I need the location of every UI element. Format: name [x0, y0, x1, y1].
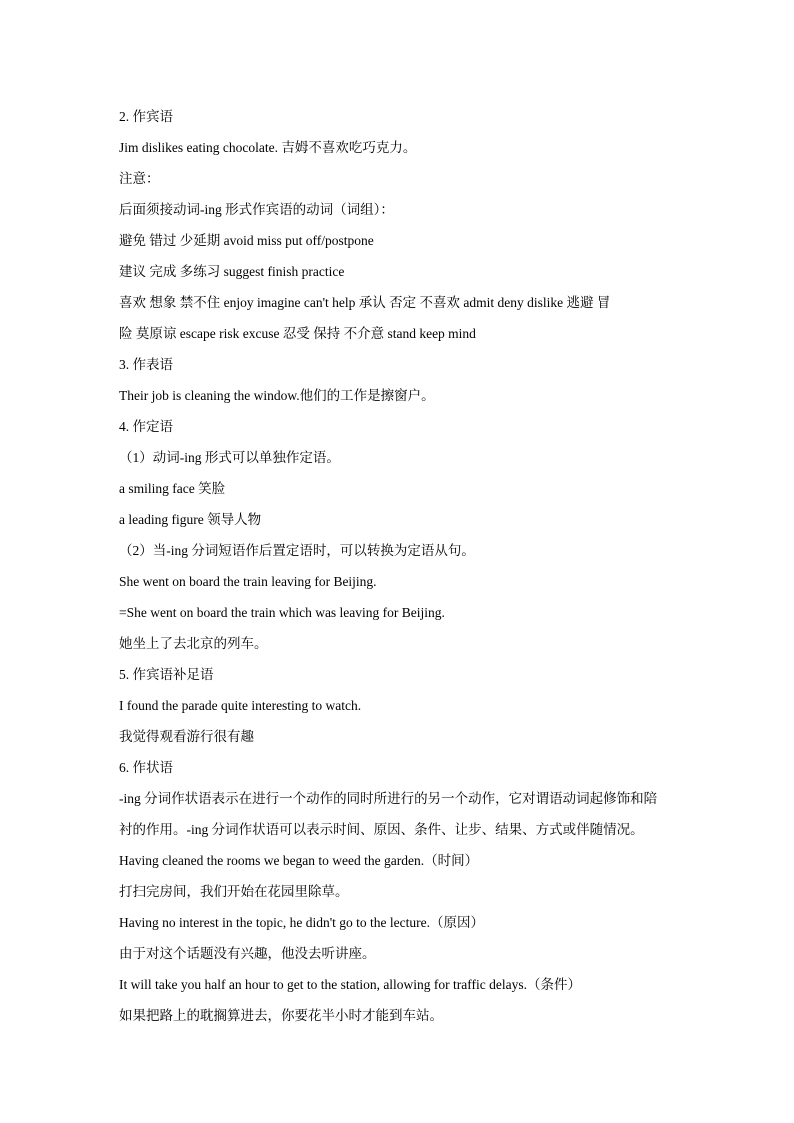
verb-list-line: 建议 完成 多练习 suggest finish practice — [119, 264, 345, 279]
note-label: 注意： — [119, 171, 160, 186]
example-line: a smiling face 笑脸 — [119, 481, 226, 496]
verb-list-line: 险 莫原谅 escape risk excuse 忍受 保持 不介意 stand keep mind — [119, 326, 476, 341]
translation-line: 打扫完房间，我们开始在花园里除草。 — [119, 884, 349, 899]
verb-list-line: 喜欢 想象 禁不住 enjoy imagine can't help 承认 否定 不喜欢 admit deny dislike 逃避 冒 — [119, 295, 611, 310]
example-line: I found the parade quite interesting to watch. — [119, 698, 362, 713]
example-line: a leading figure 领导人物 — [119, 512, 262, 527]
example-line: It will take you half an hour to get to the station, allowing for traffic delays.（条件） — [119, 977, 582, 992]
example-line: Jim dislikes eating chocolate. 吉姆不喜欢吃巧克力。 — [119, 140, 417, 155]
translation-line: 我觉得观看游行很有趣 — [119, 729, 254, 744]
translation-line: 由于对这个话题没有兴趣，他没去听讲座。 — [119, 946, 376, 961]
example-line: Having cleaned the rooms we began to weed the garden.（时间） — [119, 853, 479, 868]
heading-adverbial: 6. 作状语 — [119, 760, 173, 775]
translation-line: 如果把路上的耽搁算进去，你要花半小时才能到车站。 — [119, 1008, 443, 1023]
heading-object: 2. 作宾语 — [119, 109, 173, 124]
heading-attribute: 4. 作定语 — [119, 419, 173, 434]
rule-line: （1）动词-ing 形式可以单独作定语。 — [119, 450, 340, 465]
heading-predicative: 3. 作表语 — [119, 357, 173, 372]
verb-list-line: 避免 错过 少延期 avoid miss put off/postpone — [119, 233, 374, 248]
example-line: Having no interest in the topic, he didn't go to the lecture.（原因） — [119, 915, 484, 930]
heading-object-complement: 5. 作宾语补足语 — [119, 667, 214, 682]
example-line: She went on board the train leaving for Beijing. — [119, 574, 377, 589]
rule-line: （2）当-ing 分词短语作后置定语时，可以转换为定语从句。 — [119, 543, 475, 558]
rule-line: -ing 分词作状语表示在进行一个动作的同时所进行的另一个动作，它对谓语动词起修饰和陪 — [119, 791, 658, 806]
example-line: =She went on board the train which was leaving for Beijing. — [119, 605, 445, 620]
note-text: 后面须接动词-ing 形式作宾语的动词（词组）： — [119, 202, 394, 217]
example-line: Their job is cleaning the window.他们的工作是擦窗户。 — [119, 388, 435, 403]
translation-line: 她坐上了去北京的列车。 — [119, 636, 268, 651]
document-body — [119, 101, 679, 1031]
rule-line: 衬的作用。-ing 分词作状语可以表示时间、原因、条件、让步、结果、方式或伴随情况。 — [119, 822, 644, 837]
